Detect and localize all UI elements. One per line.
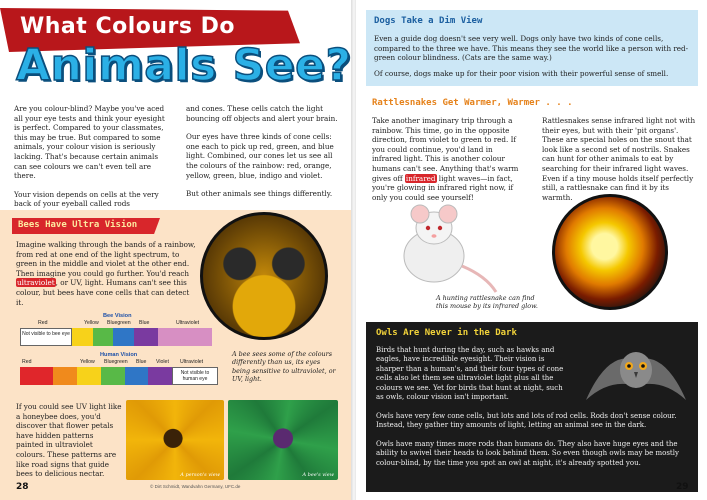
uv-paragraph: If you could see UV light like a honeybee does, you'd discover that flower petals have hidden patterns painted in ultraviolet colours. These patterns are like road signs that guide bees to delicious nectar. (16, 402, 122, 479)
spectrum-label: Yellow (84, 320, 99, 326)
spectrum-label: Bluegreen (104, 359, 128, 365)
owl-paragraph: Owls have many times more rods than humans do. They also have huge eyes and the ability to swivel their heads to look behind them. So even though owls may be mostly colour-blind, by the time you spot an owl at night, it's already spotted you. (376, 440, 679, 467)
spectrum-label: Ultraviolet (180, 359, 204, 365)
human-not-visible-box: Not visible to human eye (172, 367, 218, 385)
bee-face-photo (200, 212, 328, 340)
spectrum-yellow (77, 367, 101, 385)
intro-paragraph: But other animals see things differently. (186, 189, 333, 199)
ultraviolet-highlight: ultraviolet (17, 278, 55, 288)
dog-heading: Dogs Take a Dim View (374, 16, 483, 26)
bee-not-visible-box: Not visible to bee eye (20, 328, 72, 346)
bee-vision-title: Bee Vision (103, 313, 132, 319)
human-spectrum-bar (20, 367, 172, 385)
bee-spectrum-bar (72, 328, 212, 346)
white-mouse-photo (376, 196, 500, 296)
owl-photo (578, 330, 694, 412)
intro-column-1 (14, 104, 172, 209)
spectrum-label: Yellow (80, 359, 95, 365)
rattlesnake-heading: Rattlesnakes Get Warmer, Warmer . . . (372, 98, 573, 108)
photo-credit: © Dirt Schmidt, Wandvahn Germany, UFC.de (150, 484, 241, 489)
spectrum-label: Blue (139, 320, 150, 326)
right-page (356, 0, 707, 500)
spectrum-green (101, 367, 125, 385)
flower-caption: A bee's view (302, 472, 334, 478)
dog-text (374, 34, 692, 78)
intro-paragraph: Our eyes have three kinds of cone cells: one each to pick up red, green, and blue light. Combined, our cones let us see all the colours of the rainbow: red, orange, yellow, green, blue, indigo and violet. (186, 132, 334, 180)
page-number-left: 28 (16, 482, 29, 492)
dog-paragraph: Even a guide dog doesn't see very well. Dogs only have two kinds of cone cells, compared to the three we have. This means they see the world like a person with red-green colour blindness. (Cats are the same way.) (374, 34, 689, 63)
human-vision-title: Human Vision (100, 352, 138, 358)
spectrum-red (20, 367, 53, 385)
mouse-caption: A hunting rattlesnake can find this mouse by its infrared glow. (436, 294, 538, 311)
page-number-right: 29 (676, 482, 689, 492)
spectrum-label: Red (22, 359, 32, 365)
spectrum-label: Blue (136, 359, 147, 365)
owl-paragraph: Birds that hunt during the day, such as hawks and eagles, have incredible eyesight. Their vision is sharper than a human's, and their four types of cone cells also let them see ultraviolet light plus all the colours we see. Yet for birds that hunt at night, such as owls, colour vision isn't important. (376, 346, 564, 402)
spectrum-green (93, 328, 114, 346)
left-page (0, 0, 352, 500)
rattlesnake-column-2: Rattlesnakes sense infrared light not with their eyes, but with their 'pit organs'. These are special holes on the snout that look like a second set of nostrils. Snakes can hunt for other animals to eat by searching for their infrared light waves. Even if a tiny mouse holds itself perfectly still, a rattlesnake can find it by its warmth. (542, 116, 696, 202)
owl-paragraph: Owls have very few cone cells, but lots and lots of rod cells. Rods don't sense colour. Instead, they gather tiny amounts of light, letting an animal see in the dark. (376, 412, 677, 430)
rattle-text: Take another imaginary trip through a rainbow. This time, go in the opposite direction, from violet to green to red. If you could continue, you'd land in infrared light. This is another colour humans can't see. Anything that's warm gives off (372, 116, 519, 183)
intro-paragraph: Are you colour-blind? Maybe you've aced all your eye tests and think your eyesight is perfect. Compared to your classmates, this may be true. But compared to some animals, your colour vision is seriously lacking. That's because certain animals can see colours we can't even tell are there. (14, 104, 165, 181)
spectrum-label: Red (38, 320, 48, 326)
bee-heading: Bees Have Ultra Vision (18, 220, 138, 230)
rattle-text: light waves—in fact, you're glowing in infrared right now, if only you could see yourself! (372, 173, 514, 202)
spectrum-violet (134, 328, 159, 346)
owl-heading: Owls Are Never in the Dark (376, 328, 517, 338)
spectrum-blue (125, 367, 149, 385)
bee-text: Imagine walking through the bands of a rainbow, from red at one end of the light spectrum, to green in the middle and violet at the other end. Then imagine you could go further. You'd reach (16, 240, 196, 278)
infrared-highlight: infrared (405, 173, 436, 183)
bee-paragraph (16, 240, 196, 307)
flower-person-view-photo (126, 400, 224, 480)
intro-column-2 (186, 104, 342, 199)
spectrum-ultraviolet (158, 328, 212, 346)
title-small: What Colours Do (20, 14, 236, 39)
title-big: Animals See? (16, 40, 352, 91)
intro-paragraph: Your vision depends on cells at the very back of your eyeball called rods (14, 189, 159, 209)
dog-paragraph: Of course, dogs make up for their poor vision with their powerful sense of smell. (374, 68, 669, 78)
spectrum-blue (113, 328, 134, 346)
spectrum-violet (148, 367, 172, 385)
thermal-mouse-photo (552, 194, 668, 310)
spectrum-label: Bluegreen (107, 320, 131, 326)
spectrum-label: Ultraviolet (176, 320, 200, 326)
rattlesnake-column-1 (372, 116, 524, 202)
spectrum-orange (53, 367, 77, 385)
bee-text: , or UV, light. Humans can't see this colour, but bees have cone cells that can detect it. (16, 278, 190, 307)
spectrum-label: Violet (156, 359, 169, 365)
bee-caption: A bee sees some of the colours differently than us, its eyes being sensitive to ultraviolet, or UV, light. (232, 350, 336, 384)
spectrum-yellow (72, 328, 93, 346)
intro-paragraph: and cones. These cells catch the light bouncing off objects and alert your brain. (186, 104, 338, 123)
flower-bee-view-photo (228, 400, 338, 480)
flower-caption: A person's view (180, 472, 220, 478)
